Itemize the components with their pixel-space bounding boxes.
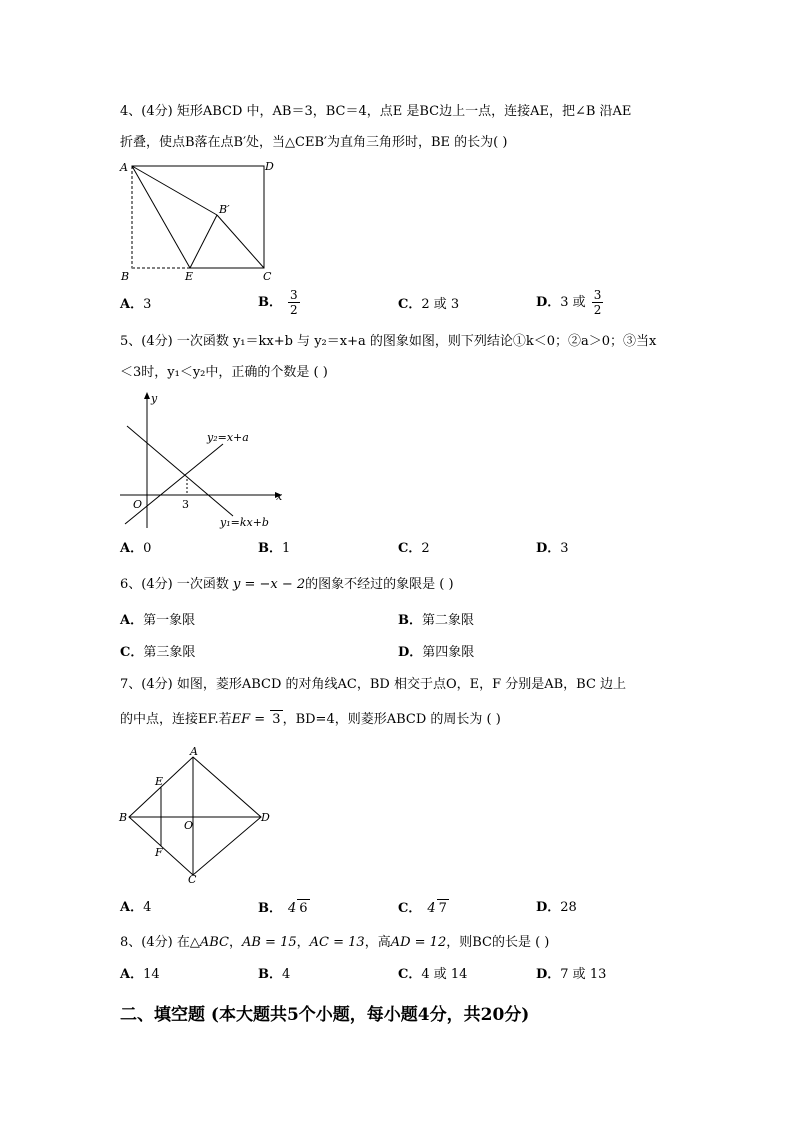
q6-option-b[interactable]: B．第二象限: [398, 613, 475, 628]
q4-label-e: E: [185, 270, 194, 283]
q6-option-d[interactable]: D．第四象限: [398, 645, 475, 660]
q7-label-o: O: [184, 819, 194, 832]
q8-option-d[interactable]: D．7 或 13: [536, 967, 607, 982]
q5-text-line2: ＜3时，y₁＜y₂中，正确的个数是 ( ): [120, 365, 328, 380]
q7-label-d: D: [261, 811, 270, 824]
q7-label-c: C: [188, 873, 197, 886]
q7-sqrt: 3: [272, 712, 281, 727]
section-heading: 二、填空题 (本大题共5个小题，每小题4分，共20分): [120, 1005, 530, 1025]
q7-option-b[interactable]: B． 4 6: [258, 901, 308, 916]
q5-label-origin: O: [133, 498, 143, 511]
q6-option-c[interactable]: C．第三象限: [120, 645, 196, 660]
q7-option-c[interactable]: C． 4 7: [398, 901, 447, 916]
q5-label-y2: y₂=x+a: [207, 431, 249, 444]
q4-option-b-fraction: $\frac{3}{2}$: [290, 288, 298, 317]
q5-label-three: 3: [182, 498, 189, 511]
q5-label-y1: y₁=kx+b: [220, 516, 269, 529]
q7-option-a[interactable]: A．4: [120, 900, 152, 915]
q8-text: 8、(4分) 在△ABC，AB = 15，AC = 13，高AD = 12，则BC的长是 ( ): [120, 935, 550, 950]
q8-option-b[interactable]: B．4: [258, 967, 291, 982]
q4-option-b[interactable]: B． $\frac{3}{2}$: [258, 288, 298, 317]
q8-option-a[interactable]: A．14: [120, 967, 160, 982]
q8-option-c[interactable]: C．4 或 14: [398, 967, 468, 982]
q7-text-line1: 7、(4分) 如图，菱形ABCD 的对角线AC，BD 相交于点O，E，F 分别是AB，BC 边上: [120, 677, 627, 692]
q7-label-e: E: [155, 775, 164, 788]
q7-option-d[interactable]: D．28: [536, 900, 577, 915]
q4-rectangle-figure: [115, 158, 285, 283]
q4-label-d: D: [265, 160, 274, 173]
q4-text-line2: 折叠，使点B落在点B′处，当△CEB′为直角三角形时，BE 的长为( ): [120, 135, 508, 150]
q7-label-f: F: [155, 846, 163, 859]
q7-label-b: B: [119, 811, 128, 824]
q6-formula: y = −x − 2: [232, 577, 306, 592]
q5-option-c[interactable]: C．2: [398, 541, 430, 556]
q4-label-a: A: [120, 161, 128, 174]
q4-option-d[interactable]: D．3 或 $\frac{3}{2}$: [536, 288, 602, 317]
q4-label-c: C: [263, 270, 272, 283]
q4-option-d-fraction: $\frac{3}{2}$: [593, 288, 602, 317]
q4-text-line1: 4、(4分) 矩形ABCD 中，AB＝3，BC＝4，点E 是BC边上一点，连接AE，把∠B 沿AE: [120, 104, 632, 119]
q7-label-a: A: [190, 745, 198, 758]
q5-text-line1: 5、(4分) 一次函数 y₁＝kx+b 与 y₂＝x+a 的图象如图，则下列结论①k＜0；②a＞0；③当x: [120, 334, 657, 349]
q5-option-d[interactable]: D．3: [536, 541, 569, 556]
q5-option-b[interactable]: B．1: [258, 541, 291, 556]
q4-label-b: B: [121, 270, 130, 283]
q4-label-bprime: B′: [219, 203, 230, 216]
q5-option-a[interactable]: A．0: [120, 541, 152, 556]
q5-label-y: y: [151, 392, 158, 405]
q7-rhombus-figure: [115, 745, 275, 885]
q6-text: 6、(4分) 一次函数 y = −x − 2的图象不经过的象限是 ( ): [120, 577, 454, 592]
q7-text-line2: 的中点，连接EF.若EF = 3 ，BD=4，则菱形ABCD 的周长为 ( ): [120, 712, 501, 727]
q5-label-x: x: [276, 490, 283, 503]
q6-option-a[interactable]: A．第一象限: [120, 613, 196, 628]
q5-graph-figure: [115, 388, 290, 533]
q4-option-a[interactable]: A．3: [120, 297, 152, 312]
q4-option-c[interactable]: C．2 或 3: [398, 297, 460, 312]
